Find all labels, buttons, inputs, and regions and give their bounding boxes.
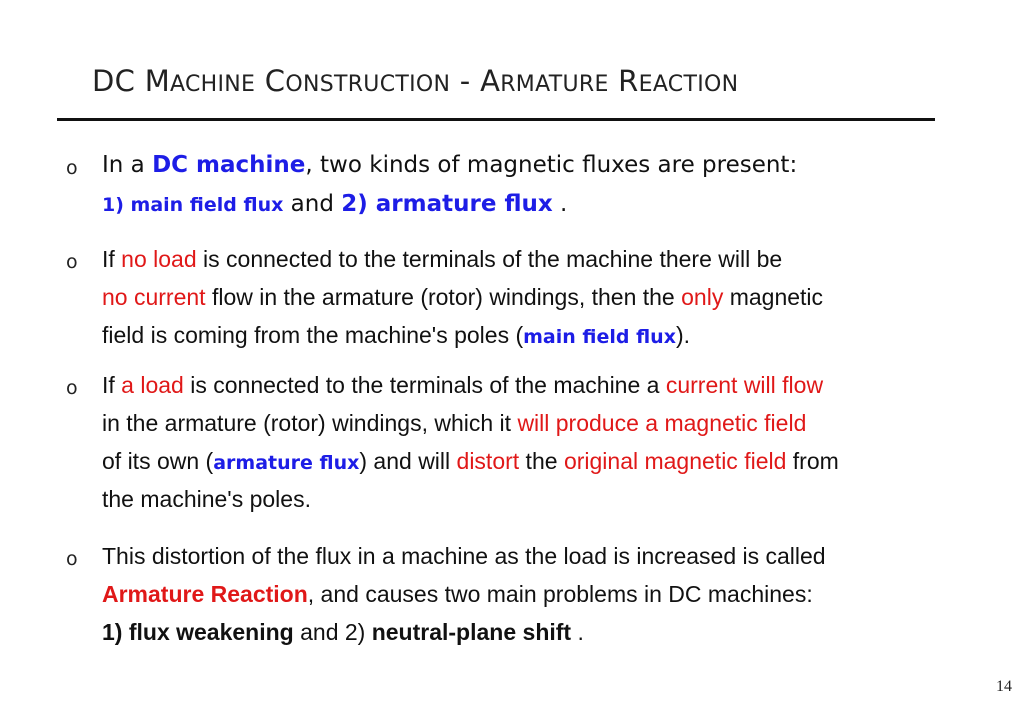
bullet-2-line-3: field is coming from the machine's poles (main field flux). (102, 322, 691, 348)
bullet-3-line-2: in the armature (rotor) windings, which it will produce a magnetic field (102, 410, 807, 436)
bullet-4-line-2: Armature Reaction, and causes two main problems in DC machines: (102, 581, 813, 607)
page-number: 14 (996, 678, 1012, 695)
bullet-marker-3: o (66, 377, 78, 399)
bullet-3-line-1: If a load is connected to the terminals of the machine a current will flow (102, 372, 824, 398)
bullet-2-line-2: no current flow in the armature (rotor) windings, then the only magnetic (102, 284, 824, 310)
bullet-2-line-1: If no load is connected to the terminals of the machine there will be (102, 246, 783, 272)
bullet-1-line-2: 1) main field flux and 2) armature flux . (102, 191, 568, 217)
bullet-4-line-3: 1) flux weakening and 2) neutral-plane shift . (102, 619, 584, 645)
title-underline (57, 118, 935, 121)
bullet-marker-1: o (66, 157, 78, 179)
bullet-3-line-3: of its own (armature flux) and will distort the original magnetic field from (102, 448, 839, 474)
bullet-3-line-4: the machine's poles. (102, 486, 311, 512)
bullet-1-line-1: In a DC machine, two kinds of magnetic fluxes are present: (102, 152, 798, 178)
bullet-marker-2: o (66, 251, 78, 273)
slide-title: DC MACHINE CONSTRUCTION - ARMATURE REACTION (92, 64, 739, 98)
bullet-marker-4: o (66, 548, 78, 570)
bullet-4-line-1: This distortion of the flux in a machine as the load is increased is called (102, 543, 826, 569)
